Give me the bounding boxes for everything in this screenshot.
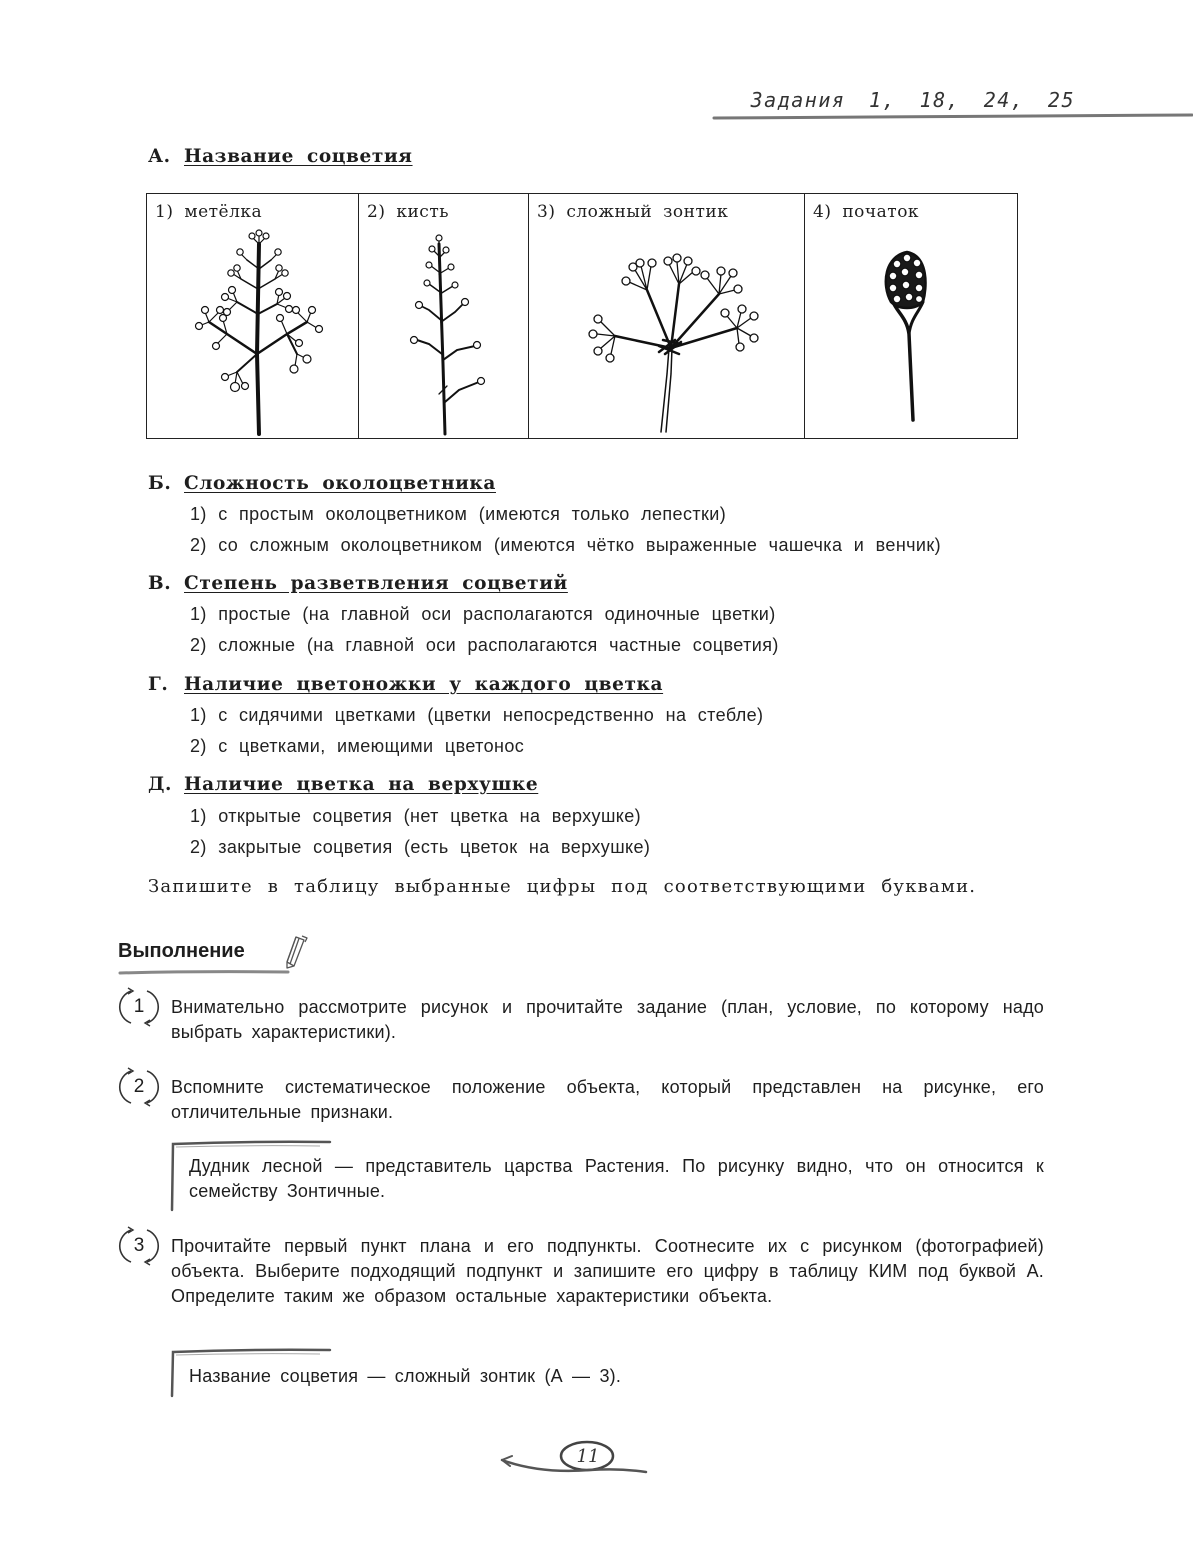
- option-g1: 1) с сидячими цветками (цветки непосредственно на стебле): [190, 705, 764, 725]
- raceme-icon: [359, 194, 529, 438]
- section-letter: Б.: [148, 473, 172, 494]
- execution-title: Выполнение: [118, 940, 245, 962]
- section-v-heading: [148, 573, 568, 594]
- section-title: Степень разветвления соцветий: [184, 573, 568, 594]
- cell-label: 1) метёлка: [155, 202, 263, 222]
- cell-label: 4) початок: [813, 202, 920, 222]
- step-1-number-wrap: [118, 986, 160, 1028]
- table-cell-panicle: [147, 194, 359, 438]
- table-cell-spadix: [805, 194, 1017, 438]
- section-letter: Д.: [148, 774, 173, 795]
- step-1-text: Внимательно рассмотрите рисунок и прочитайте задание (план, условие, по которому надо выбрать характеристики).: [171, 997, 1044, 1042]
- section-letter: В.: [148, 573, 172, 594]
- step-2-text: Вспомните систематическое положение объекта, который представлен на рисунке, его отличительные признаки.: [171, 1077, 1044, 1122]
- option-g2: 2) с цветками, имеющими цветонос: [190, 736, 525, 756]
- cell-label: 3) сложный зонтик: [537, 202, 729, 222]
- table-cell-raceme: [359, 194, 529, 438]
- option-b2: 2) со сложным околоцветником (имеются чётко выраженные чашечка и венчик): [190, 535, 942, 555]
- step-number: 2: [133, 1076, 145, 1097]
- option-b1: 1) с простым околоцветником (имеются только лепестки): [190, 504, 727, 524]
- table-cell-compound-umbel: [529, 194, 805, 438]
- step-number: 1: [133, 996, 145, 1017]
- section-b-heading: [148, 473, 496, 494]
- spadix-icon: [805, 194, 1017, 438]
- panicle-icon: [147, 194, 359, 438]
- section-title: Наличие цветка на верхушке: [184, 774, 539, 795]
- section-a-heading: [148, 146, 413, 167]
- option-v1: 1) простые (на главной оси располагаются одиночные цветки): [190, 604, 776, 624]
- section-g-heading: [148, 674, 663, 695]
- step-2-number-wrap: [118, 1066, 160, 1108]
- compound-umbel-icon: [529, 194, 805, 438]
- step-3-note: Название соцветия — сложный зонтик (А — 3).: [189, 1366, 622, 1386]
- cell-label: 2) кисть: [367, 202, 449, 222]
- step-3-number-wrap: [118, 1225, 160, 1267]
- header-rule: [712, 113, 1193, 121]
- option-d1: 1) открытые соцветия (нет цветка на верхушке): [190, 806, 642, 826]
- section-title: Сложность околоцветника: [184, 473, 496, 494]
- section-title: Наличие цветоножки у каждого цветка: [184, 674, 664, 695]
- section-d-heading: [148, 774, 538, 795]
- pencil-icon: [282, 934, 310, 972]
- section-title: Название соцветия: [184, 146, 413, 167]
- running-title: Задания 1, 18, 24, 25: [750, 88, 1075, 112]
- step-number: 3: [133, 1235, 145, 1256]
- step-2-note: Дудник лесной — представитель царства Растения. По рисунку видно, что он относится к семейству Зонтичные.: [189, 1156, 1044, 1201]
- section-letter: Г.: [148, 674, 169, 695]
- instruction-text: Запишите в таблицу выбранные цифры под соответствующими буквами.: [148, 876, 977, 897]
- inflorescence-table: [146, 193, 1018, 439]
- step-3-text: Прочитайте первый пункт плана и его подпункты. Соотнесите их с рисунком (фотографией) объекта. Выберите подходящий подпункт и запишите его цифру в таблицу КИМ под буквой А. Определите таким же образом остальные характеристики объекта.: [171, 1236, 1044, 1306]
- section-letter: А.: [148, 146, 171, 167]
- option-d2: 2) закрытые соцветия (есть цветок на верхушке): [190, 837, 651, 857]
- option-v2: 2) сложные (на главной оси располагаются частные соцветия): [190, 635, 779, 655]
- page-number: 11: [576, 1446, 600, 1467]
